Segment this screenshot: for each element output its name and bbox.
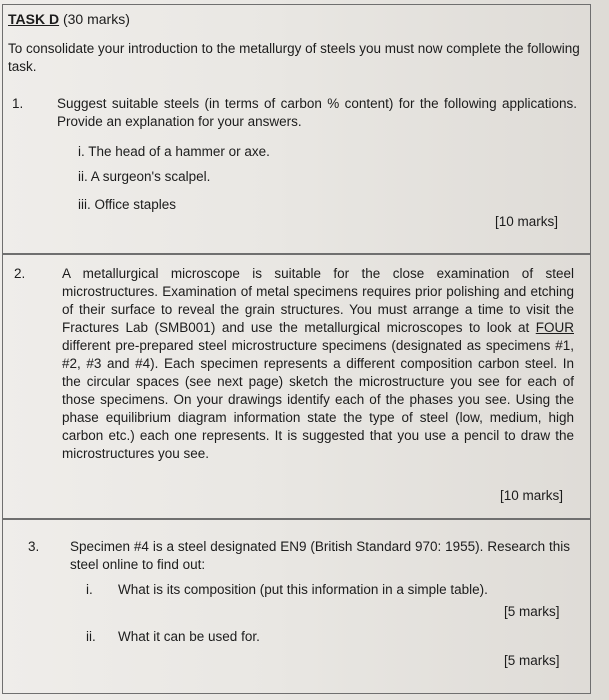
question-3-number: 3. (28, 539, 40, 554)
question-3-part-i-number: i. (86, 582, 93, 597)
question-1-number: 1. (12, 96, 24, 111)
question-1-item-iii: iii. Office staples (78, 197, 177, 212)
task-label: TASK D (8, 11, 60, 27)
question-3-part-ii-text: What it can be used for. (118, 629, 260, 644)
question-3-part-i-text: What is its composition (put this information in a simple table). (118, 582, 488, 597)
question-2-emphasis: FOUR (535, 320, 574, 335)
question-3-part-ii-number: ii. (86, 629, 96, 644)
question-3-part-i-marks: [5 marks] (504, 604, 560, 619)
question-2-number: 2. (14, 266, 26, 281)
question-3-text: Specimen #4 is a steel designated EN9 (British Standard 970: 1955). Research this steel online to find out: (70, 539, 570, 572)
task-total-marks: (30 marks) (59, 11, 130, 27)
question-1-text: Suggest suitable steels (in terms of carbon % content) for the following applications. Provide an explanation for your answers. (57, 96, 577, 129)
question-2-text-part-1: A metallurgical microscope is suitable for the close examination of steel microstructures. Examination of metal specimens requires prior polishing and etching of their surface to reveal the grain structures. You must arrange a time to visit the Fractures Lab (SMB001) and use the metallurgical microscopes to look at (62, 266, 574, 335)
question-2-text (62, 265, 574, 463)
question-3-part-ii-marks: [5 marks] (504, 653, 560, 668)
question-2-marks: [10 marks] (500, 488, 564, 503)
question-2-text-part-2: different pre-prepared steel microstructure specimens (designated as specimens #1, #2, #3 and #4). Each specimen represents a different composition carbon steel. In the circular spaces (see next page) sketch the microstructure you see for each of those specimens. On your drawings identify each of the phases you see. Using the phase equilibrium diagram information state the type of steel (low, medium, high carbon etc.) each one represents. It is suggested that you use a pencil to draw the microstructures you see. (62, 338, 574, 461)
question-1-marks: [10 marks] (495, 214, 559, 229)
task-title (8, 10, 130, 28)
question-1-item-i: i. The head of a hammer or axe. (78, 144, 270, 159)
question-1-item-ii: ii. A surgeon's scalpel. (78, 169, 211, 184)
task-intro: To consolidate your introduction to the metallurgy of steels you must now complete the following task. (8, 41, 580, 74)
